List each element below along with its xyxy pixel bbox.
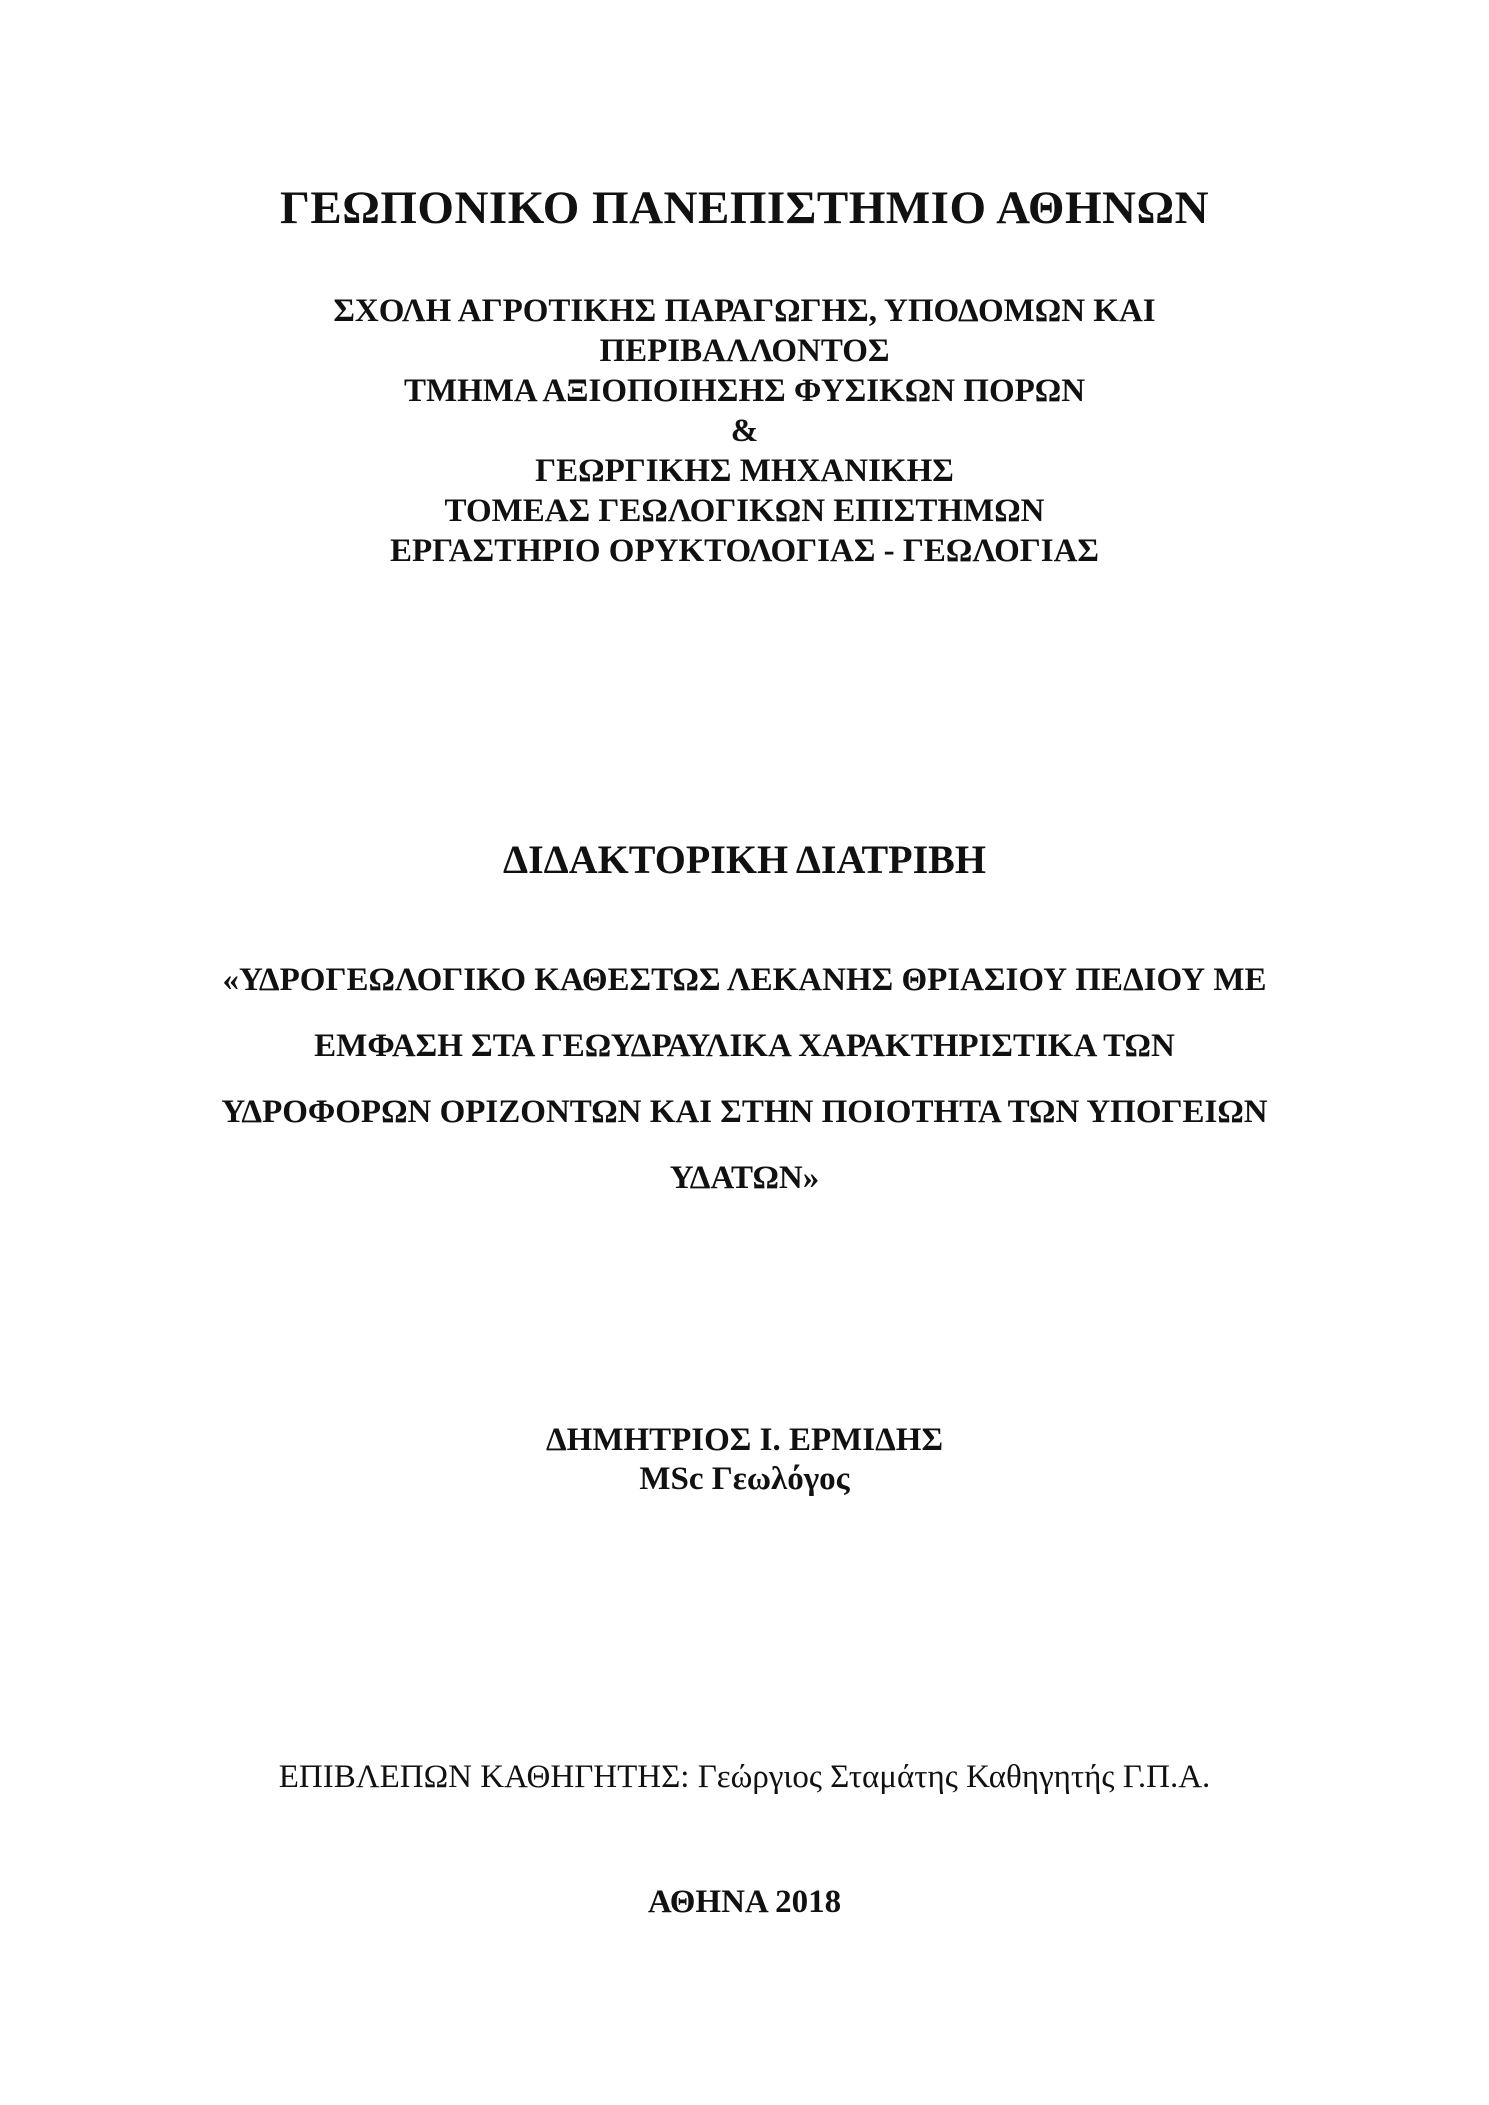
thesis-title-line: ΥΔΡΟΦΟΡΩΝ ΟΡΙΖΟΝΤΩΝ ΚΑΙ ΣΤΗΝ ΠΟΙΟΤΗΤΑ ΤΩΝ ΥΠΟΓΕΙΩΝ bbox=[221, 1094, 1268, 1130]
document-type-heading: ΔΙΔΑΚΤΟΡΙΚΗ ΔΙΑΤΡΙΒΗ bbox=[503, 837, 986, 882]
school-line: ΠΕΡΙΒΑΛΛΟΝΤΟΣ bbox=[599, 333, 890, 369]
university-name: ΓΕΩΠΟΝΙΚΟ ΠΑΝΕΠΙΣΤΗΜΙΟ ΑΘΗΝΩΝ bbox=[279, 182, 1210, 234]
author-title: MSc Γεωλόγος bbox=[639, 1461, 850, 1497]
department-line: ΓΕΩΡΓΙΚΗΣ ΜΗΧΑΝΙΚΗΣ bbox=[535, 453, 954, 489]
school-department-block bbox=[0, 291, 1489, 571]
thesis-title-line: ΥΔΑΤΩΝ» bbox=[669, 1160, 820, 1196]
supervisor-line: ΕΠΙΒΛΕΠΩΝ ΚΑΘΗΓΗΤΗΣ: Γεώργιος Σταμάτης Καθηγητής Γ.Π.Α. bbox=[278, 1759, 1211, 1795]
thesis-title-line: «ΥΔΡΟΓΕΩΛΟΓΙΚΟ ΚΑΘΕΣΤΩΣ ΛΕΚΑΝΗΣ ΘΡΙΑΣΙΟΥ ΠΕΔΙΟΥ ΜΕ bbox=[222, 962, 1267, 998]
author-name: ΔΗΜΗΤΡΙΟΣ Ι. ΕΡΜΙΔΗΣ bbox=[545, 1422, 944, 1458]
thesis-title-line: ΕΜΦΑΣΗ ΣΤΑ ΓΕΩΥΔΡΑΥΛΙΚΑ ΧΑΡΑΚΤΗΡΙΣΤΙΚΑ ΤΩΝ bbox=[314, 1028, 1175, 1064]
city-year: ΑΘΗΝΑ 2018 bbox=[647, 1884, 842, 1920]
department-line: ΤΜΗΜΑ ΑΞΙΟΠΟΙΗΣΗΣ ΦΥΣΙΚΩΝ ΠΟΡΩΝ bbox=[403, 373, 1086, 409]
author-block bbox=[0, 1421, 1489, 1499]
ampersand-line: & bbox=[730, 413, 759, 449]
laboratory-line: ΕΡΓΑΣΤΗΡΙΟ ΟΡΥΚΤΟΛΟΓΙΑΣ - ΓΕΩΛΟΓΙΑΣ bbox=[389, 533, 1100, 569]
sector-line: ΤΟΜΕΑΣ ΓΕΩΛΟΓΙΚΩΝ ΕΠΙΣΤΗΜΩΝ bbox=[444, 493, 1045, 529]
thesis-title bbox=[0, 947, 1489, 1211]
school-line: ΣΧΟΛΗ ΑΓΡΟΤΙΚΗΣ ΠΑΡΑΓΩΓΗΣ, ΥΠΟΔΟΜΩΝ ΚΑΙ bbox=[333, 293, 1156, 329]
